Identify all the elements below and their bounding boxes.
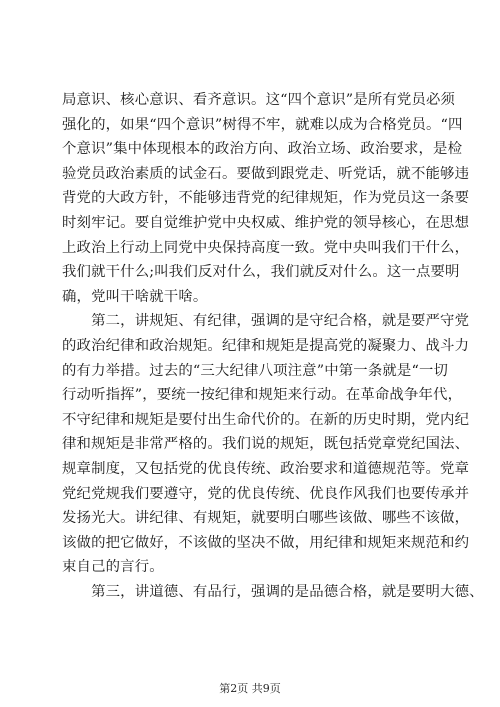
text-line: 发扬光大。讲纪律、有规矩，就要明白哪些该做、哪些不该做， xyxy=(62,510,470,527)
text-line: 第二，讲规矩、有纪律，强调的是守纪合格，就是要严守党 xyxy=(62,313,470,330)
text-line: 党纪党规我们要遵守，党的优良传统、优良作风我们也要传承并 xyxy=(62,485,470,502)
text-line: 行动听指挥”，要统一按纪律和规矩来行动。在革命战争年代， xyxy=(62,387,463,404)
text-line: 确，党叫干啥就干啥。 xyxy=(62,288,208,305)
page-number-footer: 第2页 共9页 xyxy=(219,682,281,695)
text-line: 的有力举措。过去的“三大纪律八项注意”中第一条就是“一切 xyxy=(62,362,449,379)
text-line: 背党的大政方针，不能够违背党的纪律规矩，作为党员这一条要 xyxy=(62,190,470,207)
text-line: 强化的，如果“四个意识”树得不牢，就难以成为合格党员。“四 xyxy=(62,116,463,133)
text-line: 时刻牢记。要自觉维护党中央权威、维护党的领导核心，在思想 xyxy=(62,214,470,231)
text-line: 束自己的言行。 xyxy=(62,559,164,576)
text-line: 律和规矩是非常严格的。我们说的规矩，既包括党章党纪国法、 xyxy=(62,436,470,453)
paragraph-text xyxy=(62,88,484,604)
text-line: 我们就干什么;叫我们反对什么，我们就反对什么。这一点要明 xyxy=(62,264,460,281)
text-line: 局意识、核心意识、看齐意识。这“四个意识”是所有党员必须 xyxy=(62,92,456,108)
text-line: 该做的把它做好，不该做的坚决不做，用纪律和规矩来规范和约 xyxy=(62,534,470,551)
text-line: 规章制度，又包括党的优良传统、政治要求和道德规范等。党章 xyxy=(62,460,470,477)
document-body xyxy=(62,88,484,604)
text-line: 的政治纪律和政治规矩。纪律和规矩是提高党的凝聚力、战斗力 xyxy=(62,337,470,354)
text-line: 第三，讲道德、有品行，强调的是品德合格，就是要明大德、 xyxy=(62,583,484,600)
text-line: 个意识”集中体现根本的政治方向、政治立场、政治要求，是检 xyxy=(62,141,463,158)
text-line: 验党员政治素质的试金石。要做到跟党走、听党话，就不能够违 xyxy=(62,165,470,182)
text-line: 上政治上行动上同党中央保持高度一致。党中央叫我们干什么， xyxy=(62,239,470,256)
text-line: 不守纪律和规矩是要付出生命代价的。在新的历史时期，党内纪 xyxy=(62,411,470,428)
